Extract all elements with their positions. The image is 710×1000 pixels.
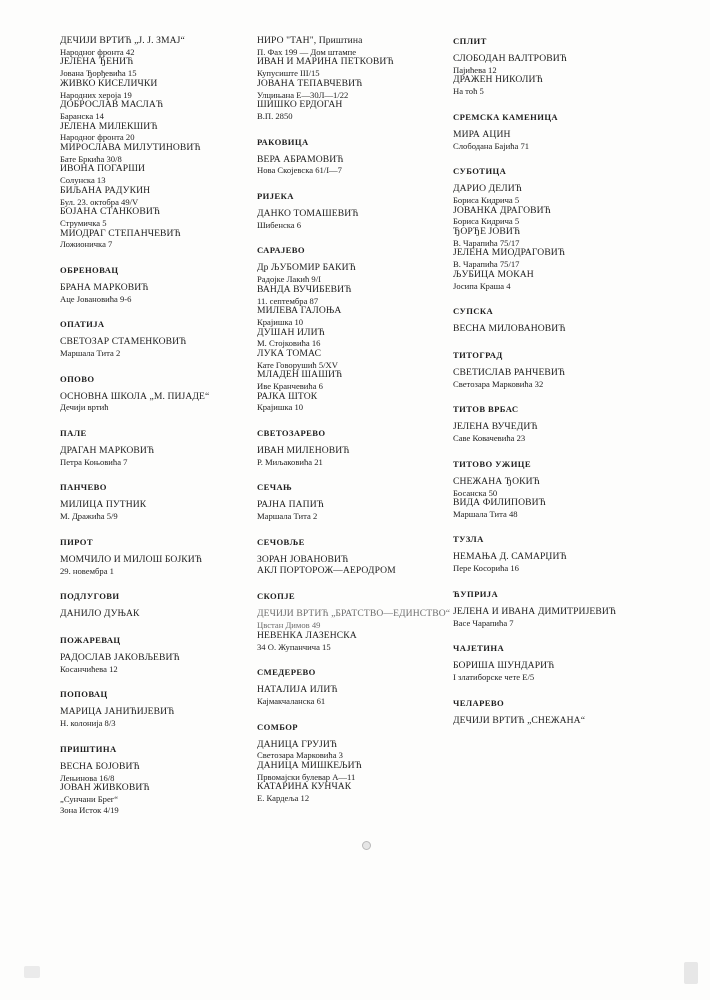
entry-name: РАДОСЛАВ ЈАКОВЉЕВИЋ bbox=[60, 652, 180, 664]
entry-address: Светозара Марковића 32 bbox=[453, 378, 544, 389]
entry-name: СЛОБОДАН ВАЛТРОВИЋ bbox=[453, 53, 567, 64]
entry-address: Маршала Тита 2 bbox=[257, 511, 318, 522]
entry-address: Цвстан Димов 49 bbox=[257, 620, 321, 631]
entry-address: Бориса Кидрича 5 bbox=[453, 216, 520, 227]
entry-address: Бате Бркића 30/8 bbox=[60, 153, 122, 164]
directory-entry bbox=[453, 206, 633, 227]
directory-entry bbox=[60, 164, 240, 185]
directory-entry bbox=[60, 337, 240, 358]
entry-address: Народног фронта 42 bbox=[60, 46, 135, 57]
entry-address: Аце Јовановића 9-6 bbox=[60, 293, 132, 304]
directory-entry bbox=[453, 54, 633, 75]
directory-entry bbox=[60, 500, 240, 521]
entry-address: 29. новембра 1 bbox=[60, 565, 114, 576]
entry-address: Дечији вртић bbox=[60, 402, 109, 413]
town-heading: СОМБОР bbox=[257, 721, 298, 732]
entry-name: ЈЕЛЕНА ЂЕНИЋ bbox=[60, 56, 134, 68]
entry-address: В.П. 2850 bbox=[257, 110, 293, 121]
town-heading: СЕЧАЊ bbox=[257, 482, 293, 493]
entry-address-line-2: Зона Исток 4/19 bbox=[60, 804, 119, 815]
page-corner-mark-right bbox=[684, 962, 698, 984]
entry-name: ВЕРА АБРАМОВИЋ bbox=[257, 153, 344, 165]
town-heading: ТУЗЛА bbox=[453, 534, 484, 545]
directory-column-2 bbox=[257, 35, 451, 804]
directory-entry bbox=[60, 707, 240, 728]
entry-name: БОЈАНА СТАНКОВИЋ bbox=[60, 206, 161, 218]
entry-name: ВИДА ФИЛИПОВИЋ bbox=[453, 497, 546, 509]
town-heading: ПИРОТ bbox=[60, 536, 93, 547]
entry-name: ИВАН МИЛЕНОВИЋ bbox=[257, 445, 350, 457]
entry-address: П. Фах 199 — Дом штампе bbox=[257, 46, 357, 57]
entry-address: Пере Косорића 16 bbox=[453, 563, 519, 574]
directory-entry bbox=[453, 248, 633, 269]
entry-name: ЈЕЛЕНА ВУЧЕДИЋ bbox=[453, 421, 538, 433]
entry-address: Нова Скојевска 61/I—7 bbox=[257, 165, 342, 176]
directory-entry bbox=[453, 75, 633, 96]
directory-entry bbox=[257, 263, 437, 284]
entry-name: ДРАГАН МАРКОВИЋ bbox=[60, 445, 155, 457]
entry-name: МОМЧИЛО И МИЛОШ БОЈКИЋ bbox=[60, 553, 203, 565]
directory-entry bbox=[257, 370, 437, 391]
directory-entry bbox=[60, 555, 240, 576]
entry-name: НИРО "ТАН", Приштина bbox=[257, 35, 363, 46]
entry-name: Др ЉУБОМИР БАКИЋ bbox=[257, 262, 356, 274]
town-heading: ПАЛЕ bbox=[60, 428, 87, 439]
entry-name: ЗОРАН ЈОВАНОВИЋ bbox=[257, 553, 349, 565]
directory-entry bbox=[257, 782, 437, 803]
entry-name: СВЕТОЗАР СТАМЕНКОВИЋ bbox=[60, 336, 187, 348]
directory-entry bbox=[257, 57, 437, 78]
directory-entry bbox=[453, 184, 633, 205]
directory-entry bbox=[257, 500, 437, 521]
entry-address: Слободана Бајића 71 bbox=[453, 140, 530, 151]
entry-name: ЛУКА ТОМАС bbox=[257, 347, 322, 359]
directory-entry bbox=[453, 607, 633, 628]
entry-address: Крајишка 10 bbox=[257, 402, 304, 413]
entry-address: Народног фронта 20 bbox=[60, 132, 135, 143]
town-heading: САРАЈЕВО bbox=[257, 245, 305, 256]
town-heading: ЧАЈЕТИНА bbox=[453, 643, 505, 654]
town-heading: ПОПОВАЦ bbox=[60, 689, 108, 700]
directory-entry bbox=[60, 229, 240, 250]
directory-entry bbox=[257, 100, 437, 121]
directory-entry bbox=[60, 143, 240, 164]
entry-address: На тоћ 5 bbox=[453, 86, 484, 97]
entry-name: МИРОСЛАВА МИЛУТИНОВИЋ bbox=[60, 141, 201, 153]
directory-entry bbox=[257, 608, 451, 631]
entry-name: ЉУБИЦА МОКАН bbox=[453, 268, 534, 280]
entry-address: „Сунчани Брег“ bbox=[60, 794, 119, 805]
directory-entry bbox=[60, 283, 240, 304]
entry-name: ЈЕЛЕНА И ИВАНА ДИМИТРИЈЕВИЋ bbox=[453, 605, 617, 617]
entry-address: Солунска 13 bbox=[60, 175, 106, 186]
directory-entry bbox=[60, 392, 240, 413]
entry-address: Светозара Марковића 3 bbox=[257, 750, 343, 761]
directory-entry bbox=[257, 555, 437, 577]
entry-address: Иве Кранчевића 6 bbox=[257, 381, 323, 392]
entry-name: МИЛЕВА ГАЛОЊА bbox=[257, 305, 342, 317]
directory-entry bbox=[453, 661, 633, 682]
entry-address: Јосипа Краша 4 bbox=[453, 280, 511, 291]
entry-name: ЈЕЛЕНА МИЛЕКШИЋ bbox=[60, 120, 158, 132]
entry-address: Купусиште III/15 bbox=[257, 68, 320, 79]
entry-address: Пајићева 12 bbox=[453, 64, 497, 75]
directory-entry bbox=[60, 186, 240, 207]
entry-address: Е. Кардеља 12 bbox=[257, 793, 310, 804]
directory-entry bbox=[257, 328, 437, 349]
entry-address: В. Чарапића 75/17 bbox=[453, 259, 520, 270]
entry-name: СВЕТИСЛАВ РАНЧЕВИЋ bbox=[453, 366, 566, 378]
town-heading: ТИТОВ ВРБАС bbox=[453, 404, 519, 415]
entry-name: ДЕЧИЈИ ВРТИЋ „БРАТСТВО—ЕДИНСТВО“ bbox=[257, 608, 451, 620]
directory-entry bbox=[257, 685, 437, 706]
town-heading: ПОДЛУГОВИ bbox=[60, 591, 120, 602]
entry-address: М. Дражића 5/9 bbox=[60, 511, 118, 522]
entry-address: М. Стојковића 16 bbox=[257, 338, 321, 349]
entry-address: Струмичка 5 bbox=[60, 217, 107, 228]
entry-address: Бориса Кидрича 5 bbox=[453, 194, 520, 205]
entry-address: В. Чарапића 75/17 bbox=[453, 237, 520, 248]
entry-name: КАТАРИНА КУНЧАК bbox=[257, 781, 352, 793]
entry-name: БОРИША ШУНДАРИЋ bbox=[453, 660, 555, 672]
directory-entry bbox=[257, 155, 437, 176]
entry-address: АКЛ ПОРТОРОЖ—АЕРОДРОМ bbox=[257, 564, 396, 576]
entry-address: Петра Коњовића 7 bbox=[60, 456, 128, 467]
directory-entry bbox=[257, 631, 437, 652]
entry-name: МИОДРАГ СТЕПАНЧЕВИЋ bbox=[60, 227, 181, 239]
town-heading: СКОПЈЕ bbox=[257, 591, 296, 602]
town-heading: СВЕТОЗАРЕВО bbox=[257, 428, 326, 439]
directory-entry bbox=[453, 716, 633, 727]
entry-name: ДАНКО ТОМАШЕВИЋ bbox=[257, 207, 359, 219]
directory-entry bbox=[60, 762, 240, 783]
entry-address: Кате Говорушић 5/XV bbox=[257, 359, 338, 370]
entry-address: Крајишка 10 bbox=[257, 316, 304, 327]
directory-entry bbox=[257, 446, 437, 467]
entry-name: ДАНИЦА ГРУЈИЋ bbox=[257, 738, 338, 750]
entry-address: 11. септембра 87 bbox=[257, 295, 319, 306]
directory-entry bbox=[453, 552, 633, 573]
entry-address: Р. Миљаковића 21 bbox=[257, 456, 323, 467]
town-heading: ПОЖАРЕВАЦ bbox=[60, 635, 121, 646]
town-heading: СПЛИТ bbox=[453, 36, 487, 46]
directory-column-1 bbox=[60, 36, 240, 815]
directory-entry bbox=[257, 36, 437, 57]
entry-name: ЈОВАНА ТЕПАВЧЕВИЋ bbox=[257, 77, 363, 89]
entry-name: МАРИЦА ЈАНИЋИЈЕВИЋ bbox=[60, 706, 175, 718]
entry-name: ДЕЧИЈИ ВРТИЋ „СНЕЖАНА“ bbox=[453, 714, 586, 726]
entry-name: ДУШАН ИЛИЋ bbox=[257, 326, 325, 338]
entry-address: Шибенска 6 bbox=[257, 219, 302, 230]
entry-address: Јована Ђорђевића 15 bbox=[60, 68, 137, 79]
directory-column-3 bbox=[453, 36, 633, 726]
entry-name: ЈЕЛЕНА МИОДРАГОВИЋ bbox=[453, 247, 566, 259]
directory-entry bbox=[257, 285, 437, 306]
directory-entry bbox=[60, 57, 240, 78]
town-heading: РАКОВИЦА bbox=[257, 136, 309, 147]
town-heading: ОБРЕНОВАЦ bbox=[60, 264, 119, 275]
town-heading: ЧЕЛАРЕВО bbox=[453, 697, 505, 708]
directory-entry bbox=[453, 270, 633, 291]
town-heading: РИЈЕКА bbox=[257, 190, 294, 201]
entry-address: Баранска 14 bbox=[60, 110, 104, 121]
entry-address: Босанска 50 bbox=[453, 487, 498, 498]
directory-entry bbox=[257, 761, 437, 782]
town-heading: СЕЧОВЉЕ bbox=[257, 536, 305, 547]
directory-entry bbox=[453, 422, 633, 443]
directory-entry bbox=[257, 209, 437, 230]
entry-name: ИВОНА ПОГАРШИ bbox=[60, 163, 146, 175]
page-corner-mark-left bbox=[24, 966, 40, 978]
entry-name: ЈОВАНКА ДРАГОВИЋ bbox=[453, 204, 551, 216]
entry-name: ДАНИЦА МИШКЕЉИЋ bbox=[257, 760, 362, 772]
directory-entry bbox=[60, 783, 240, 815]
entry-name: СНЕЖАНА ЂОКИЋ bbox=[453, 475, 540, 487]
entry-name: ИВАН И МАРИНА ПЕТКОВИЋ bbox=[257, 56, 394, 68]
entry-address: Косанчићева 12 bbox=[60, 663, 118, 674]
directory-entry bbox=[60, 79, 240, 100]
entry-address: Бул. 23. октобра 49/V bbox=[60, 196, 139, 207]
town-heading: ТИТОГРАД bbox=[453, 349, 503, 360]
entry-name: МИЛИЦА ПУТНИК bbox=[60, 499, 147, 511]
entry-name: ДОБРОСЛАВ МАСЛАЋ bbox=[60, 99, 164, 111]
entry-name: ЈОВАН ЖИВКОВИЋ bbox=[60, 782, 150, 794]
directory-entry bbox=[60, 36, 240, 57]
directory-entry bbox=[453, 498, 633, 519]
directory-entry bbox=[60, 207, 240, 228]
entry-name: ВЕСНА МИЛОВАНОВИЋ bbox=[453, 323, 566, 335]
town-heading: ЋУПРИЈА bbox=[453, 588, 499, 599]
town-heading: СУПСКА bbox=[453, 306, 494, 317]
town-heading: ОПОВО bbox=[60, 373, 95, 384]
entry-address: Н. колонија 8/3 bbox=[60, 718, 116, 729]
directory-entry bbox=[60, 609, 240, 620]
directory-entry bbox=[60, 122, 240, 143]
entry-name: ДЕЧИЈИ ВРТИЋ „Ј. Ј. ЗМАЈ“ bbox=[60, 35, 185, 46]
directory-entry bbox=[60, 446, 240, 467]
town-heading: СМЕДЕРЕВО bbox=[257, 667, 316, 678]
entry-address: Кајмакчаланска 61 bbox=[257, 696, 326, 707]
entry-address: Маршала Тита 48 bbox=[453, 508, 518, 519]
entry-address: Првомајски булевар А—11 bbox=[257, 771, 356, 782]
directory-entry bbox=[453, 477, 633, 498]
entry-name: НЕВЕНКА ЛАЗЕНСКА bbox=[257, 629, 357, 641]
entry-name: ВАНДА ВУЧИБЕВИЋ bbox=[257, 283, 352, 295]
town-heading: ТИТОВО УЖИЦЕ bbox=[453, 458, 531, 469]
directory-entry bbox=[453, 324, 633, 335]
town-heading: ОПАТИЈА bbox=[60, 319, 105, 330]
directory-entry bbox=[257, 79, 437, 100]
directory-entry bbox=[453, 368, 633, 389]
entry-address: Ложионичка 7 bbox=[60, 239, 113, 250]
entry-address: 34 О. Жупанчича 15 bbox=[257, 641, 331, 652]
entry-address: Маршала Тита 2 bbox=[60, 348, 121, 359]
town-heading: СУБОТИЦА bbox=[453, 166, 507, 177]
entry-name: ЖИВКО КИСЕЛИЧКИ bbox=[60, 77, 158, 89]
town-heading: ПАНЧЕВО bbox=[60, 482, 107, 493]
town-heading: СРЕМСКА КАМЕНИЦА bbox=[453, 111, 559, 122]
entry-name: БИЉАНА РАДУКИН bbox=[60, 184, 151, 196]
entry-name: МИРА АЦИН bbox=[453, 128, 511, 140]
entry-address: Радојке Лакић 9/I bbox=[257, 274, 321, 285]
directory-entry bbox=[257, 349, 437, 370]
town-heading: ПРИШТИНА bbox=[60, 743, 117, 754]
entry-address: Васе Чарапића 7 bbox=[453, 617, 514, 628]
entry-name: МЛАДЕН ШАШИЋ bbox=[257, 369, 343, 381]
entry-name: ВЕСНА БОЈОВИЋ bbox=[60, 760, 140, 772]
entry-name: ДРАЖЕН НИКОЛИЋ bbox=[453, 74, 543, 86]
entry-name: БРАНА МАРКОВИЋ bbox=[60, 281, 149, 293]
directory-entry bbox=[257, 740, 437, 761]
entry-name: ДАРИО ДЕЛИЋ bbox=[453, 183, 522, 195]
entry-address: Улцињана Е—30Л—1/22 bbox=[257, 89, 349, 100]
directory-entry bbox=[257, 392, 437, 413]
directory-entry bbox=[60, 653, 240, 674]
hole-punch-mark bbox=[362, 841, 371, 850]
entry-name: НЕМАЊА Д. САМАРЏИЋ bbox=[453, 551, 567, 563]
entry-name: ШИШКО ЕРДОГАН bbox=[257, 99, 343, 111]
entry-name: ОСНОВНА ШКОЛА „М. ПИЈАДЕ“ bbox=[60, 390, 210, 402]
entry-address: Народних хероја 19 bbox=[60, 89, 132, 100]
entry-name: ДАНИЛО ДУЊАК bbox=[60, 608, 140, 620]
entry-address: Саве Ковачевића 23 bbox=[453, 433, 526, 444]
directory-entry bbox=[453, 130, 633, 151]
directory-entry bbox=[453, 227, 633, 248]
entry-address: I златиборске чете Е/5 bbox=[453, 672, 535, 683]
entry-address: Лењинова 16/8 bbox=[60, 772, 115, 783]
entry-name: НАТАЛИЈА ИЛИЋ bbox=[257, 684, 338, 696]
entry-name: ЂОРЂЕ ЈОВИЋ bbox=[453, 225, 521, 237]
entry-name: РАЈКА ШТОК bbox=[257, 390, 318, 402]
entry-name: РАЈНА ПАПИЋ bbox=[257, 499, 324, 511]
directory-entry bbox=[60, 100, 240, 121]
directory-entry bbox=[257, 306, 437, 327]
